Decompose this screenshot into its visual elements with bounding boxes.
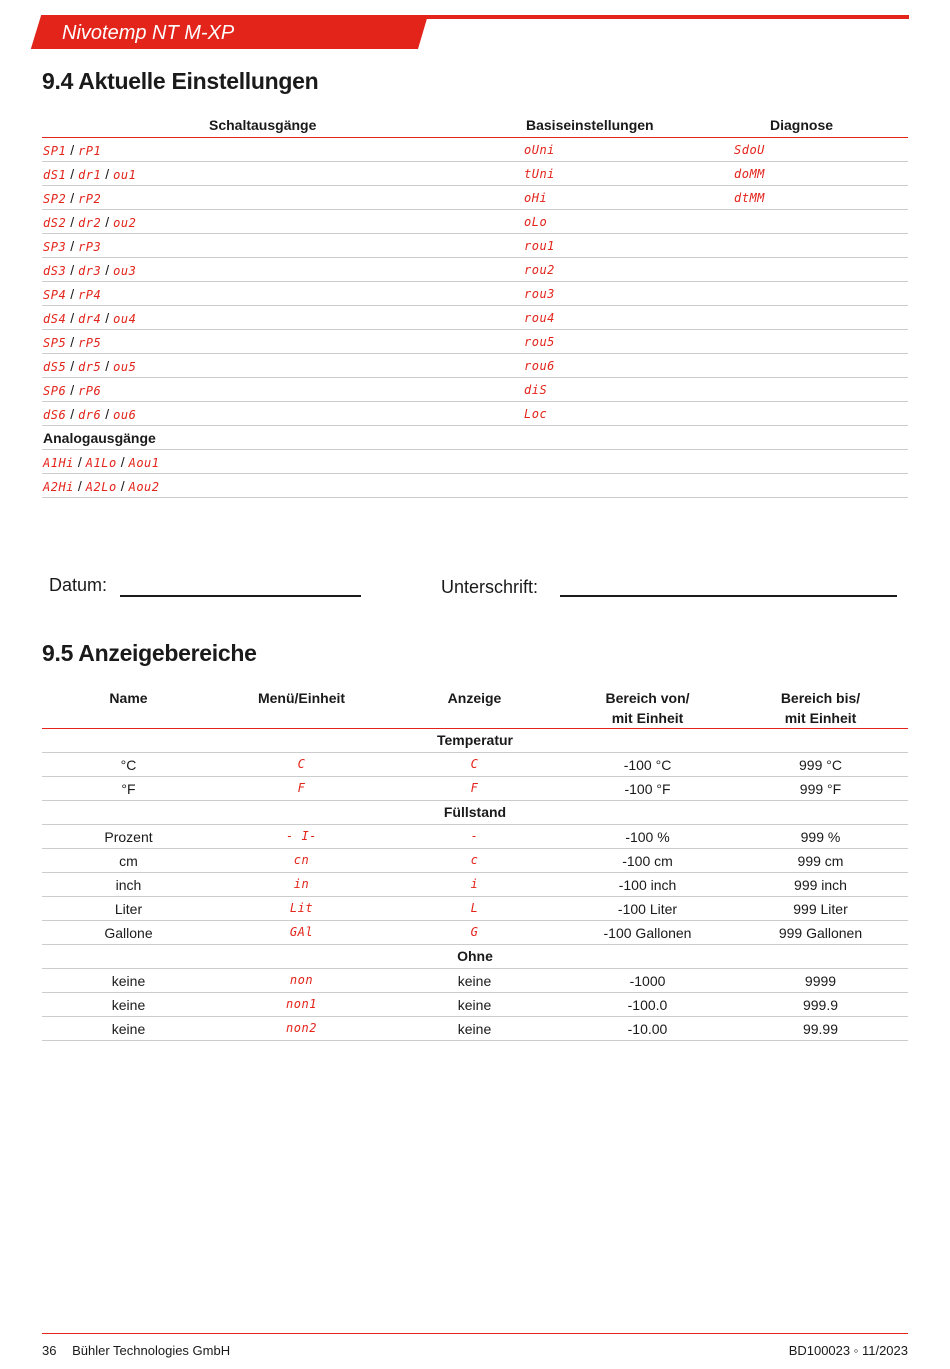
- separator: /: [70, 166, 75, 182]
- column-header-basiseinstellungen: Basiseinstellungen: [526, 117, 654, 133]
- analog-output-cell: [43, 454, 160, 470]
- column-header-line: Menü/Einheit: [257, 690, 346, 706]
- column-header: [388, 688, 561, 708]
- segment-code: A1Lo: [85, 456, 117, 470]
- display-range-table: [42, 684, 908, 1041]
- settings-row: [42, 282, 908, 306]
- separator: /: [70, 262, 75, 278]
- separator: /: [105, 214, 110, 230]
- column-header-line: mit Einheit: [611, 710, 684, 726]
- segment-code: dS5: [43, 360, 67, 374]
- basic-setting-code: diS: [524, 383, 548, 397]
- column-header: [561, 688, 734, 728]
- basic-setting-code: rou6: [524, 359, 555, 373]
- switch-output-cell: [43, 214, 136, 230]
- segment-code: A1Hi: [43, 456, 74, 470]
- range-row: [42, 753, 908, 777]
- group-header: Ohne: [42, 945, 908, 969]
- cell-name: Liter: [114, 901, 143, 917]
- display-range-table-body: [42, 729, 908, 1041]
- company-name: Bühler Technologies GmbH: [72, 1343, 231, 1358]
- basic-setting-code: oLo: [524, 215, 548, 229]
- signature-line[interactable]: [560, 595, 897, 597]
- switch-output-cell: [43, 238, 101, 254]
- switch-output-cell: [43, 334, 101, 350]
- column-header-line: mit Einheit: [784, 710, 857, 726]
- switch-output-cell: [43, 358, 136, 374]
- analog-subheader-row: [42, 426, 908, 450]
- settings-table-body: [42, 138, 908, 426]
- range-row: [42, 921, 908, 945]
- analog-output-cell: [43, 478, 160, 494]
- segment-code: A2Hi: [43, 480, 74, 494]
- switch-output-cell: [43, 142, 101, 158]
- basic-setting-code: rou1: [524, 239, 555, 253]
- separator: /: [70, 214, 75, 230]
- separator: /: [77, 454, 82, 470]
- analog-row: [42, 474, 908, 498]
- separator: /: [77, 478, 82, 494]
- settings-row: [42, 330, 908, 354]
- separator: /: [70, 238, 75, 254]
- segment-code: rP1: [78, 144, 102, 158]
- section-title-9-5: 9.5 Anzeigebereiche: [42, 640, 257, 666]
- cell-display: L: [470, 901, 479, 915]
- segment-code: rP3: [78, 240, 102, 254]
- cell-to: 9999: [804, 973, 837, 989]
- separator: /: [105, 262, 110, 278]
- segment-code: dr3: [78, 264, 102, 278]
- cell-name: inch: [115, 877, 142, 893]
- cell-name: keine: [111, 973, 146, 989]
- cell-name: keine: [111, 997, 146, 1013]
- cell-display: -: [470, 829, 479, 843]
- cell-display: F: [470, 781, 479, 795]
- switch-output-cell: [43, 382, 101, 398]
- cell-from: -100 inch: [618, 877, 677, 893]
- separator: /: [70, 310, 75, 326]
- cell-display: G: [470, 925, 479, 939]
- switch-output-cell: [43, 262, 136, 278]
- settings-row: [42, 234, 908, 258]
- diagnosis-code: dtMM: [734, 191, 765, 205]
- segment-code: dr1: [78, 168, 102, 182]
- settings-row: [42, 378, 908, 402]
- cell-menu: GAl: [289, 925, 314, 939]
- cell-to: 999 Liter: [793, 901, 848, 917]
- separator: /: [70, 406, 75, 422]
- footer-rule: [42, 1333, 908, 1334]
- segment-code: ou1: [113, 168, 137, 182]
- segment-code: rP4: [78, 288, 102, 302]
- segment-code: ou2: [113, 216, 137, 230]
- segment-code: dS6: [43, 408, 67, 422]
- settings-row: [42, 258, 908, 282]
- segment-code: SP4: [43, 288, 67, 302]
- range-row: [42, 969, 908, 993]
- diagnosis-code: doMM: [734, 167, 765, 181]
- basic-setting-code: rou3: [524, 287, 555, 301]
- segment-code: dr6: [78, 408, 102, 422]
- segment-code: dS4: [43, 312, 67, 326]
- range-row: [42, 777, 908, 801]
- separator: /: [70, 286, 75, 302]
- cell-name: keine: [111, 1021, 146, 1037]
- basic-setting-code: rou4: [524, 311, 555, 325]
- header-rule: [418, 15, 909, 19]
- cell-display: keine: [457, 997, 492, 1013]
- segment-code: dr5: [78, 360, 102, 374]
- cell-from: -100.0: [627, 997, 668, 1013]
- column-header-line: Name: [109, 690, 148, 706]
- cell-name: °F: [121, 781, 136, 797]
- segment-code: ou3: [113, 264, 137, 278]
- cell-to: 999 %: [800, 829, 841, 845]
- segment-code: ou6: [113, 408, 137, 422]
- basic-setting-code: rou5: [524, 335, 555, 349]
- basic-setting-code: Loc: [524, 407, 548, 421]
- settings-row: [42, 162, 908, 186]
- cell-display: keine: [457, 1021, 492, 1037]
- cell-menu: cn: [293, 853, 310, 867]
- analog-subheader: Analogausgänge: [43, 430, 156, 446]
- separator: /: [105, 310, 110, 326]
- cell-name: °C: [120, 757, 137, 773]
- separator: /: [120, 478, 125, 494]
- cell-to: 999.9: [802, 997, 839, 1013]
- footer-left: [42, 1343, 230, 1358]
- column-header-schaltausgaenge: Schaltausgänge: [209, 117, 317, 133]
- segment-code: SP5: [43, 336, 67, 350]
- settings-row: [42, 306, 908, 330]
- cell-from: -100 %: [625, 829, 670, 845]
- segment-code: ou5: [113, 360, 137, 374]
- switch-output-cell: [43, 310, 136, 326]
- cell-menu: Lit: [289, 901, 314, 915]
- date-line[interactable]: [120, 595, 361, 597]
- cell-menu: non: [289, 973, 314, 987]
- basic-setting-code: rou2: [524, 263, 555, 277]
- cell-to: 99.99: [802, 1021, 839, 1037]
- column-header-line: Anzeige: [447, 690, 502, 706]
- range-row: [42, 1017, 908, 1041]
- display-range-table-header: [42, 684, 908, 729]
- segment-code: SP6: [43, 384, 67, 398]
- section-title-9-4: 9.4 Aktuelle Einstellungen: [42, 68, 319, 94]
- segment-code: SP2: [43, 192, 67, 206]
- cell-to: 999 °C: [799, 757, 842, 773]
- segment-code: Aou1: [128, 456, 160, 470]
- separator: /: [70, 190, 75, 206]
- cell-from: -100 °F: [624, 781, 671, 797]
- cell-from: -1000: [629, 973, 666, 989]
- range-row: [42, 873, 908, 897]
- segment-code: rP5: [78, 336, 102, 350]
- analog-row: [42, 450, 908, 474]
- settings-table: [42, 113, 908, 498]
- cell-from: -100 Liter: [617, 901, 678, 917]
- signature-label: Unterschrift:: [441, 577, 539, 597]
- segment-code: SP3: [43, 240, 67, 254]
- settings-row: [42, 402, 908, 426]
- segment-code: dS1: [43, 168, 67, 182]
- column-header: [215, 688, 388, 708]
- cell-to: 999 inch: [794, 877, 847, 893]
- switch-output-cell: [43, 166, 136, 182]
- segment-code: dr4: [78, 312, 102, 326]
- page-number: 36: [42, 1343, 57, 1358]
- separator: /: [70, 358, 75, 374]
- document-number: BD100023 ◦ 11/2023: [788, 1343, 908, 1358]
- cell-menu: F: [297, 781, 306, 795]
- separator: /: [70, 142, 75, 158]
- column-header: [734, 688, 907, 728]
- cell-menu: - I-: [286, 829, 317, 843]
- cell-menu: non2: [286, 1021, 317, 1035]
- settings-row: [42, 138, 908, 162]
- settings-row: [42, 186, 908, 210]
- basic-setting-code: oHi: [524, 191, 548, 205]
- cell-display: i: [470, 877, 479, 891]
- cell-name: cm: [119, 853, 138, 869]
- segment-code: dS3: [43, 264, 67, 278]
- cell-from: -100 cm: [622, 853, 673, 869]
- segment-code: A2Lo: [85, 480, 117, 494]
- cell-to: 999 cm: [797, 853, 844, 869]
- switch-output-cell: [43, 406, 136, 422]
- separator: /: [105, 406, 110, 422]
- cell-from: -100 °C: [623, 757, 672, 773]
- cell-name: Gallone: [104, 925, 153, 941]
- cell-to: 999 Gallonen: [778, 925, 863, 941]
- range-row: [42, 825, 908, 849]
- range-row: [42, 993, 908, 1017]
- cell-menu: C: [297, 757, 306, 771]
- segment-code: ou4: [113, 312, 137, 326]
- cell-from: -100 Gallonen: [603, 925, 692, 941]
- separator: /: [105, 358, 110, 374]
- basic-setting-code: oUni: [524, 143, 555, 157]
- column-header: [42, 688, 215, 708]
- date-label: Datum:: [49, 575, 108, 595]
- separator: /: [70, 382, 75, 398]
- group-header: Füllstand: [42, 801, 908, 825]
- switch-output-cell: [43, 286, 101, 302]
- segment-code: SP1: [43, 144, 67, 158]
- settings-row: [42, 210, 908, 234]
- segment-code: dr2: [78, 216, 102, 230]
- cell-from: -10.00: [627, 1021, 668, 1037]
- cell-menu: non1: [286, 997, 317, 1011]
- settings-row: [42, 354, 908, 378]
- segment-code: rP6: [78, 384, 102, 398]
- column-header-line: Bereich bis/: [780, 690, 861, 706]
- diagnosis-code: SdoU: [734, 143, 765, 157]
- cell-display: C: [470, 757, 479, 771]
- cell-display: keine: [457, 973, 492, 989]
- group-header: Temperatur: [42, 729, 908, 753]
- column-header-diagnose: Diagnose: [770, 117, 834, 133]
- settings-table-header: [42, 113, 908, 138]
- range-row: [42, 897, 908, 921]
- segment-code: dS2: [43, 216, 67, 230]
- document-title: Nivotemp NT M-XP: [62, 22, 235, 44]
- separator: /: [70, 334, 75, 350]
- cell-display: c: [470, 853, 479, 867]
- cell-to: 999 °F: [799, 781, 842, 797]
- basic-setting-code: tUni: [524, 167, 555, 181]
- range-row: [42, 849, 908, 873]
- separator: /: [105, 166, 110, 182]
- cell-menu: in: [293, 877, 310, 891]
- segment-code: rP2: [78, 192, 102, 206]
- separator: /: [120, 454, 125, 470]
- cell-name: Prozent: [104, 829, 153, 845]
- segment-code: Aou2: [128, 480, 160, 494]
- column-header-line: Bereich von/: [605, 690, 690, 706]
- switch-output-cell: [43, 190, 101, 206]
- analog-table-body: [42, 450, 908, 498]
